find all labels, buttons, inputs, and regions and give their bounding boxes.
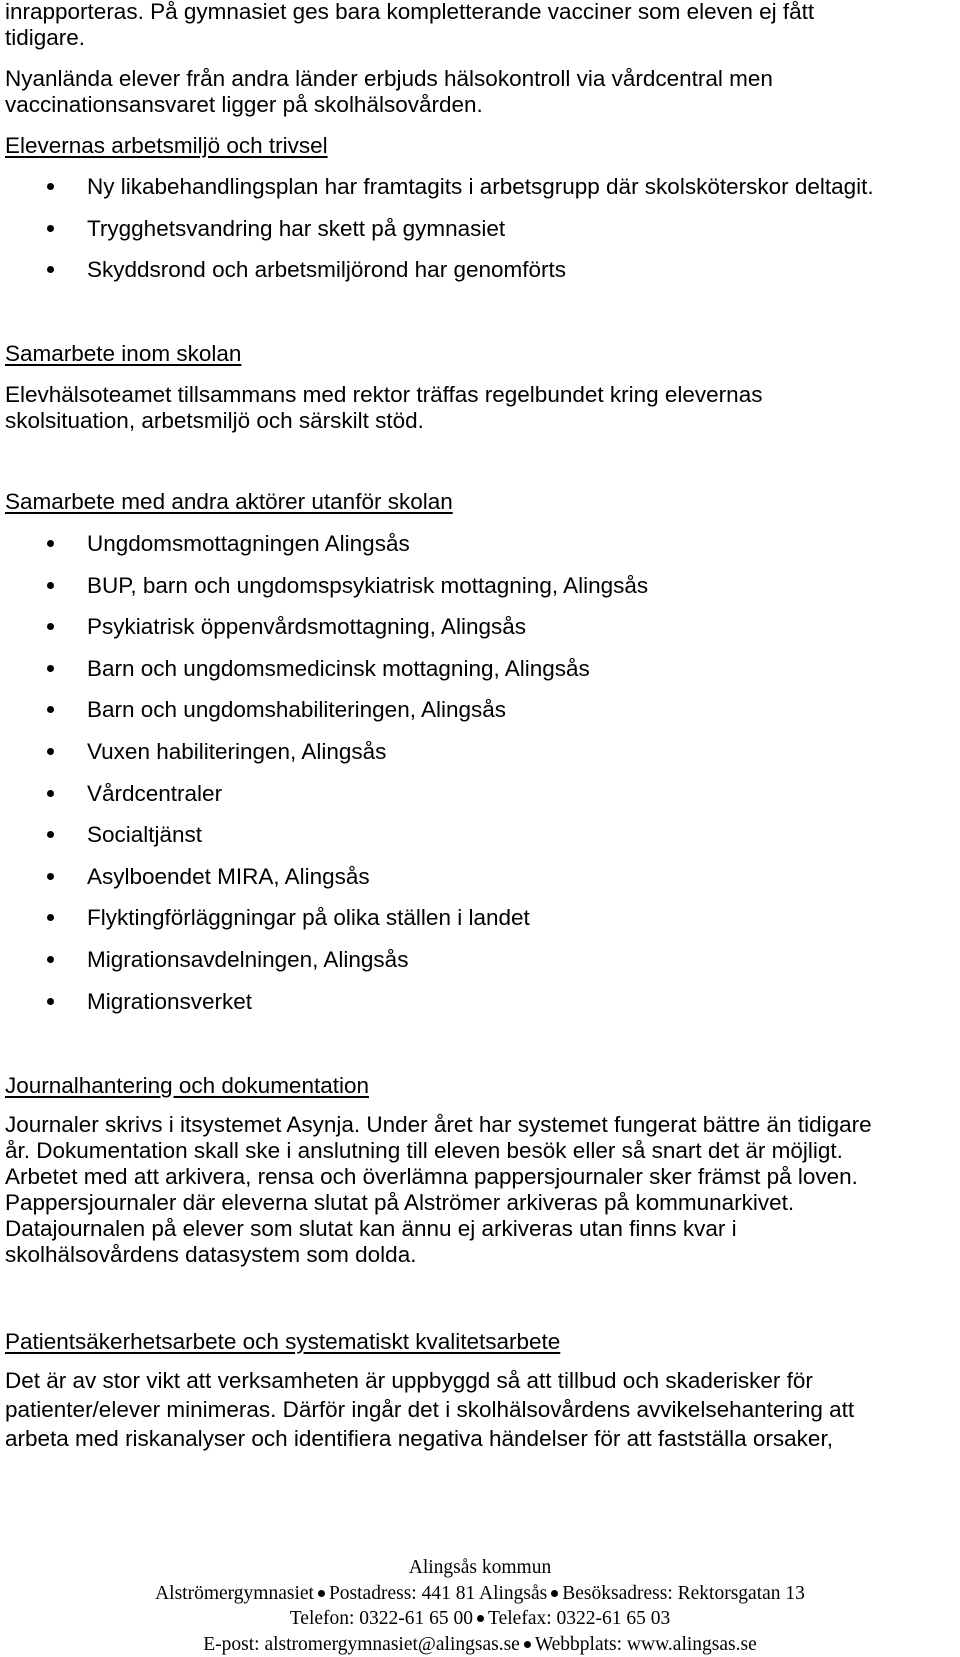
- bullet-icon: [47, 706, 54, 713]
- footer-visit: Besöksadress: Rektorsgatan 13: [562, 1582, 805, 1604]
- bullet-icon: [47, 225, 54, 232]
- bullet-separator-icon: [551, 1590, 558, 1597]
- patientsakerhet-line: arbeta med riskanalyser och identifiera negativa händelser för att fastställa orsaker,: [5, 1426, 833, 1451]
- bullet-icon: [47, 873, 54, 880]
- bullet-icon: [47, 748, 54, 755]
- footer-address-line: [0, 1581, 960, 1607]
- bullet-separator-icon: [524, 1641, 531, 1648]
- list-item-text: Vuxen habiliteringen, Alingsås: [87, 738, 387, 764]
- intro-line-1: inrapporteras. På gymnasiet ges bara kompletterande vacciner som eleven ej fått: [5, 0, 815, 24]
- list-item-text: Ny likabehandlingsplan har framtagits i arbetsgrupp där skolsköterskor deltagit.: [87, 174, 874, 199]
- patientsakerhet-paragraph: [5, 1366, 953, 1453]
- section-heading-arbetsmiljo: Elevernas arbetsmiljö och trivsel: [5, 133, 328, 158]
- list-item: [5, 695, 953, 737]
- samarbete-inom-line-2: skolsituation, arbetsmiljö och särskilt stöd.: [5, 408, 424, 433]
- footer-web[interactable]: Webbplats: www.alingsas.se: [534, 1633, 757, 1655]
- section-heading-journal: Journalhantering och dokumentation: [5, 1073, 369, 1098]
- footer-org: Alingsås kommun: [408, 1557, 552, 1578]
- page-footer: [0, 1555, 960, 1657]
- list-item-text: Ungdomsmottagningen Alingsås: [87, 531, 410, 556]
- bullet-icon: [47, 540, 54, 547]
- intro-line-2: tidigare.: [5, 25, 86, 50]
- journal-line: Arbetet med att arkivera, rensa och överlämna pappersjournaler sker främst på loven.: [5, 1164, 858, 1189]
- patientsakerhet-line: patienter/elever minimeras. Därför ingår det i skolhälsovårdens avvikelsehantering att: [5, 1397, 855, 1422]
- list-item-text: Barn och ungdomshabiliteringen, Alingsås: [87, 697, 507, 723]
- journal-line: skolhälsovårdens datasystem som dolda.: [5, 1242, 417, 1267]
- list-item-text: Flyktingförläggningar på olika ställen i landet: [87, 905, 530, 931]
- journal-line: Pappersjournaler där eleverna slutat på Alströmer arkiveras på kommunarkivet.: [5, 1190, 795, 1215]
- bullet-icon: [47, 623, 54, 630]
- samarbete-inom-line-1: Elevhälsoteamet tillsammans med rektor träffas regelbundet kring elevernas: [5, 382, 763, 407]
- list-item-text: Trygghetsvandring har skett på gymnasiet: [87, 215, 506, 241]
- list-item: [5, 571, 953, 613]
- patientsakerhet-line: Det är av stor vikt att verksamheten är uppbyggd så att tillbud och skaderisker för: [5, 1368, 813, 1393]
- list-item: [5, 779, 953, 821]
- section-heading-samarbete-utom: Samarbete med andra aktörer utanför skolan: [5, 489, 453, 514]
- list-item: [5, 654, 953, 696]
- list-item-text: Skyddsrond och arbetsmiljörond har genomförts: [87, 257, 566, 283]
- footer-school: Alströmergymnasiet: [155, 1582, 314, 1604]
- list-item-text: Vårdcentraler: [87, 780, 223, 806]
- list-item: [5, 820, 953, 862]
- list-item: [5, 903, 953, 945]
- arbetsmiljo-list: [5, 172, 953, 297]
- bullet-separator-icon: [477, 1615, 484, 1622]
- list-item: [5, 945, 953, 987]
- section-heading-patientsakerhet: Patientsäkerhetsarbete och systematiskt kvalitetsarbete: [5, 1329, 561, 1354]
- bullet-icon: [47, 998, 54, 1005]
- list-item: [5, 255, 953, 297]
- section-heading-samarbete-inom: Samarbete inom skolan: [5, 341, 242, 366]
- bullet-icon: [47, 956, 54, 963]
- bullet-icon: [47, 831, 54, 838]
- footer-email[interactable]: E-post: alstromergymnasiet@alingsas.se: [203, 1633, 520, 1655]
- bullet-icon: [47, 183, 54, 190]
- footer-phone-line: [0, 1606, 960, 1632]
- journal-paragraph: [5, 1112, 953, 1268]
- bullet-icon: [47, 266, 54, 273]
- journal-line: Journaler skrivs i itsystemet Asynja. Under året har systemet fungerat bättre än tidigare: [5, 1112, 872, 1137]
- intro-line-4: vaccinationsansvaret ligger på skolhälsovården.: [5, 92, 483, 117]
- list-item-text: Psykiatrisk öppenvårdsmottagning, Alingsås: [87, 614, 526, 640]
- journal-line: Datajournalen på elever som slutat kan ännu ej arkiveras utan finns kvar i: [5, 1216, 737, 1241]
- footer-phone: Telefon: 0322-61 65 00: [289, 1608, 474, 1629]
- bullet-separator-icon: [318, 1590, 325, 1597]
- list-item-text: Asylboendet MIRA, Alingsås: [87, 863, 370, 889]
- list-item: [5, 862, 953, 904]
- samarbete-utom-list: [5, 529, 953, 1028]
- list-item: [5, 737, 953, 779]
- footer-fax: Telefax: 0322-61 65 03: [488, 1608, 671, 1629]
- list-item: [5, 612, 953, 654]
- bullet-icon: [47, 582, 54, 589]
- list-item: [5, 529, 953, 571]
- bullet-icon: [47, 790, 54, 797]
- list-item-text: Migrationsavdelningen, Alingsås: [87, 946, 409, 972]
- bullet-icon: [47, 665, 54, 672]
- list-item-text: BUP, barn och ungdomspsykiatrisk mottagning, Alingsås: [87, 572, 649, 598]
- list-item-text: Barn och ungdomsmedicinsk mottagning, Alingsås: [87, 655, 590, 681]
- list-item-text: Socialtjänst: [87, 822, 203, 848]
- list-item: [5, 214, 953, 256]
- intro-line-3: Nyanlända elever från andra länder erbjuds hälsokontroll via vårdcentral men: [5, 66, 773, 91]
- list-item: [5, 987, 953, 1029]
- list-item: [5, 172, 953, 214]
- bullet-icon: [47, 914, 54, 921]
- footer-contact-line: [0, 1632, 960, 1657]
- footer-postal: Postadress: 441 81 Alingsås: [328, 1582, 548, 1604]
- list-item-text: Migrationsverket: [87, 988, 253, 1014]
- journal-line: år. Dokumentation skall ske i anslutning till eleven besök eller så snart det är möjligt.: [5, 1138, 843, 1163]
